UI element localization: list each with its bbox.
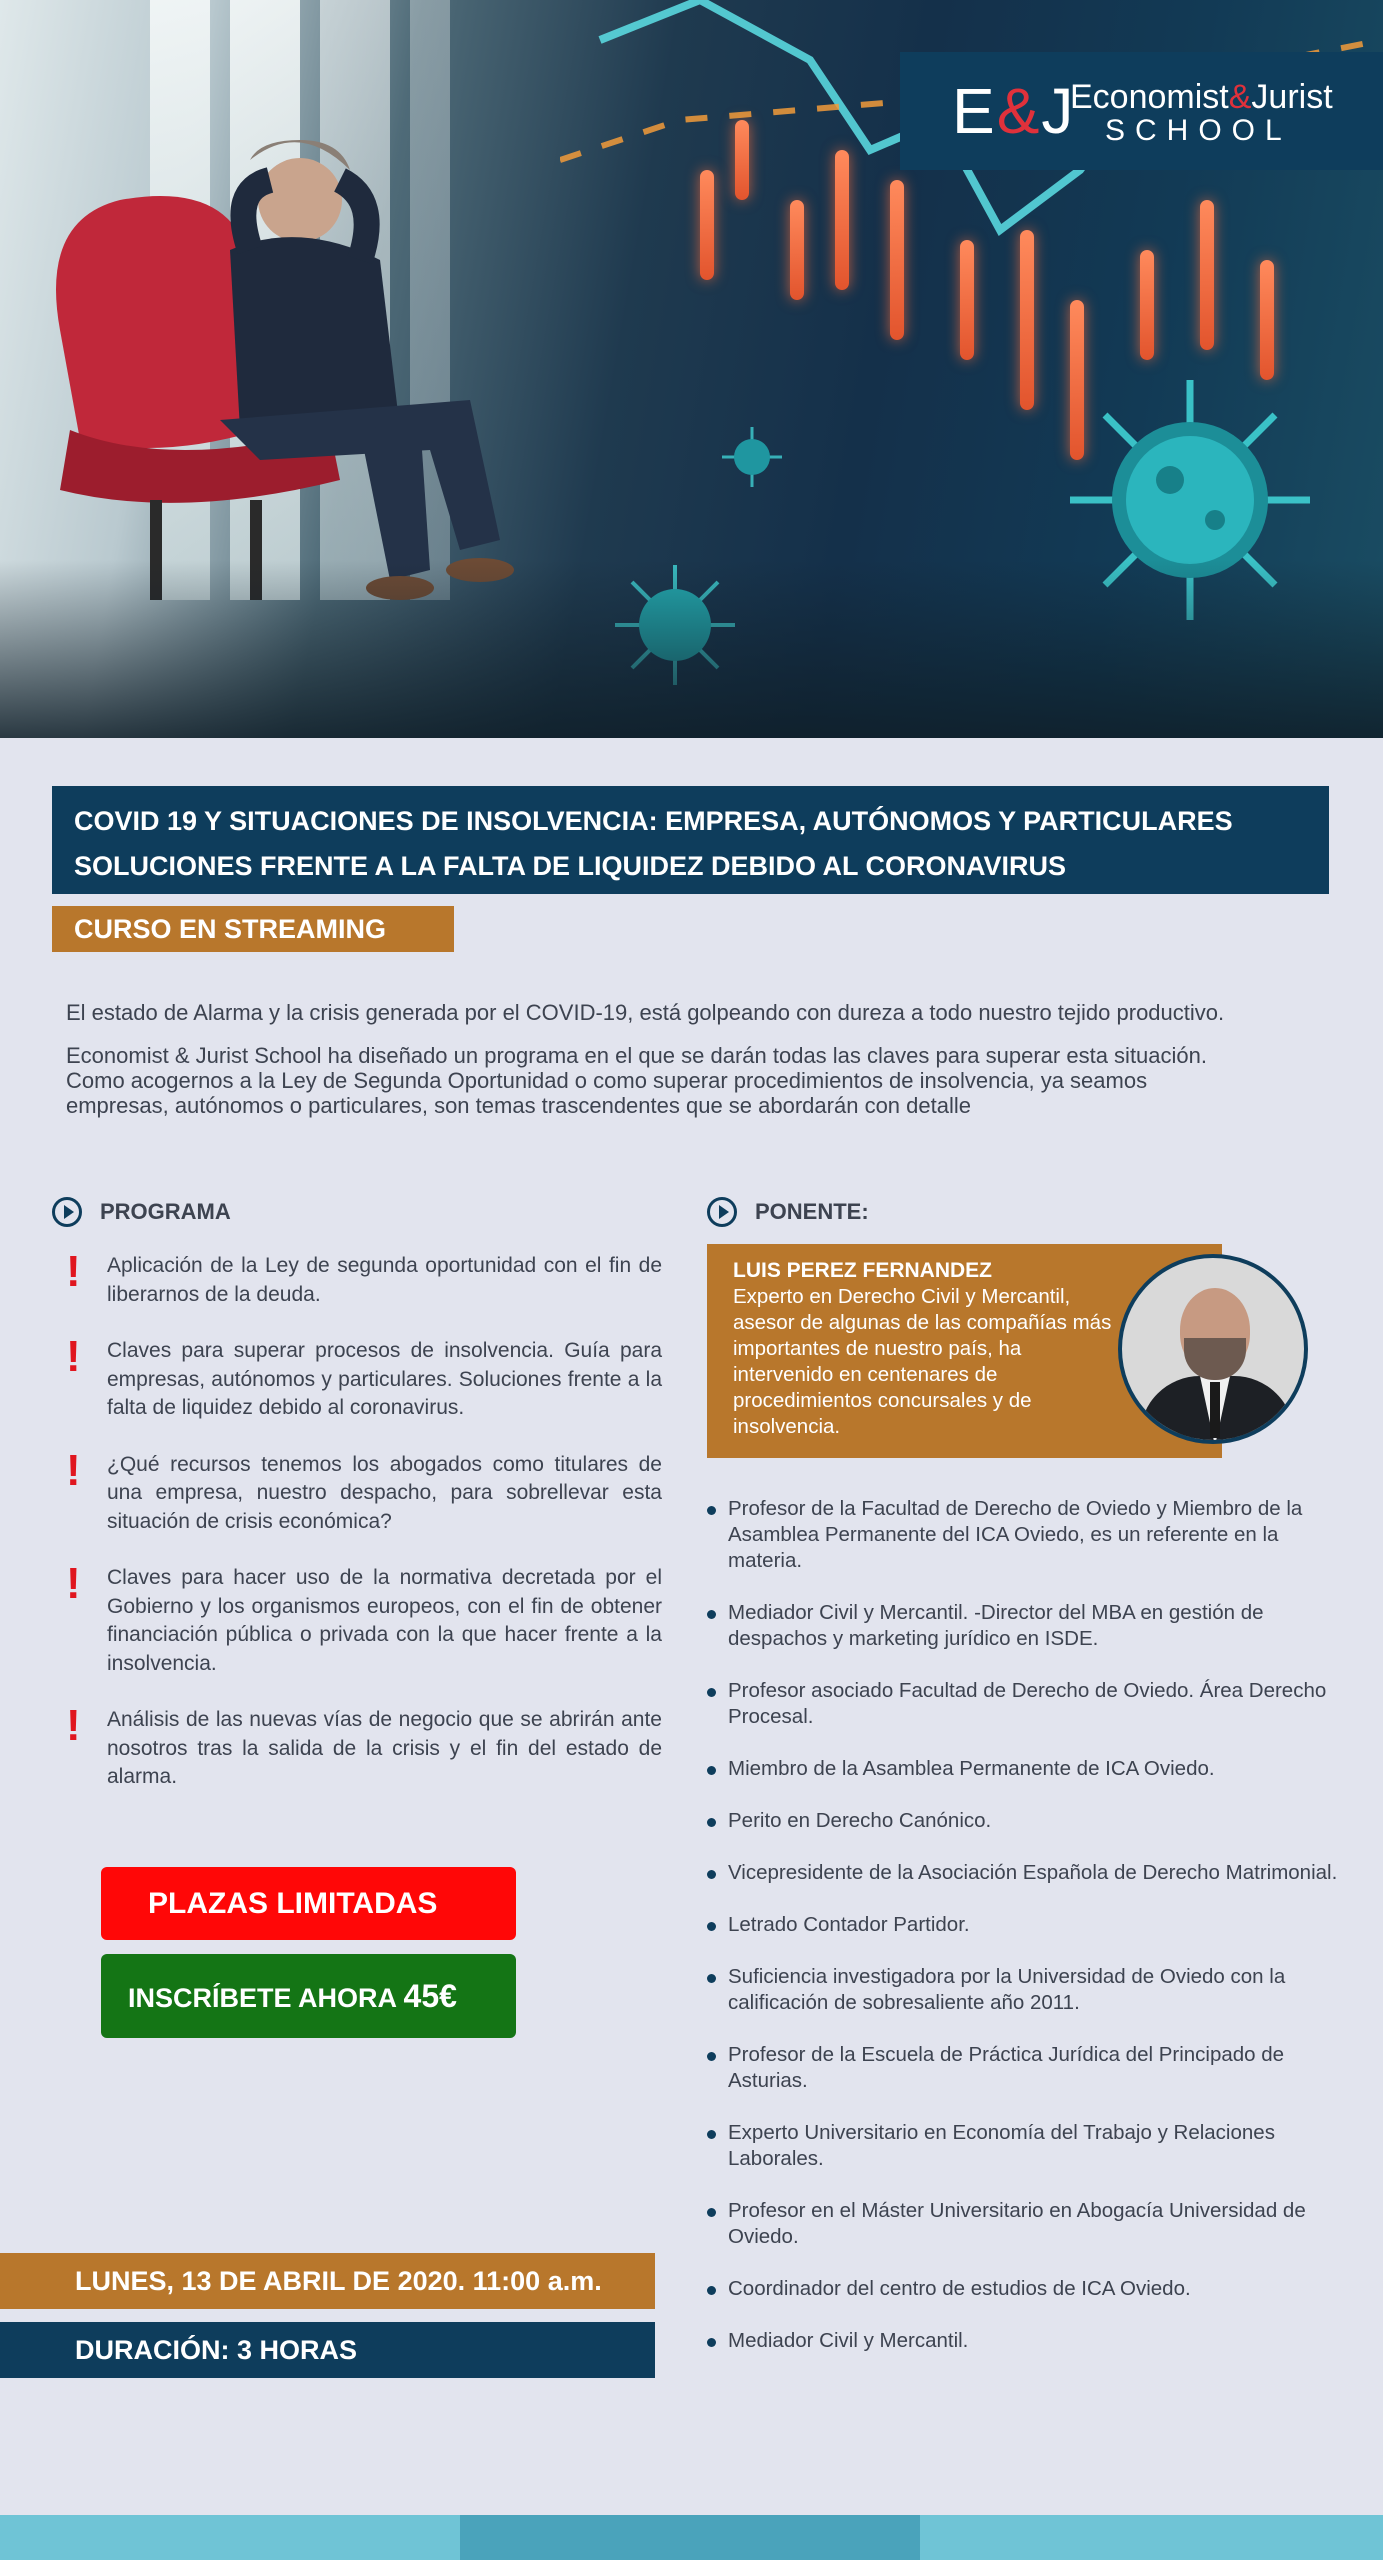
floor-reflection [0, 560, 1383, 738]
logo-name [1070, 78, 1333, 117]
logo-initials [952, 74, 1075, 148]
list-item-text: Análisis de las nuevas vías de negocio que se abrirán ante nosotros tras la salida de la crisis y el fin del estado de alarma. [107, 1708, 662, 1788]
logo-school: SCHOOL [1105, 114, 1292, 147]
logo-initial-j: J [1041, 75, 1076, 147]
list-item [52, 1445, 662, 1537]
exclamation-icon: ! [66, 1332, 81, 1381]
streaming-badge: CURSO EN STREAMING [52, 906, 454, 952]
list-item: Experto Universitario en Economía del Trabajo y Relaciones Laborales. [707, 2120, 1347, 2172]
list-item: Mediador Civil y Mercantil. [707, 2328, 1347, 2354]
arrow-circle-icon [52, 1197, 82, 1227]
list-item: Profesor de la Facultad de Derecho de Oviedo y Miembro de la Asamblea Permanente del ICA Oviedo, es un referente en la materia. [707, 1496, 1347, 1574]
speaker-description: Experto en Derecho Civil y Mercantil, asesor de algunas de las compañías más importantes de nuestro país, ha intervenido en centenares de procedimientos concursales y de insolvencia. [733, 1285, 1112, 1438]
intro-text [66, 1000, 1336, 1118]
list-item-text: Claves para superar procesos de insolvencia. Guía para empresas, autónomos y particulares. Soluciones frente a la falta de liquidez debido al coronavirus. [107, 1339, 662, 1419]
logo-name-part2: Jurist [1251, 78, 1333, 116]
footer-stripe [0, 2515, 460, 2560]
programa-list [52, 1247, 662, 1820]
course-title-line1: COVID 19 Y SITUACIONES DE INSOLVENCIA: EMPRESA, AUTÓNOMOS Y PARTICULARES [74, 806, 1233, 836]
programa-heading-label: PROGRAMA [100, 1199, 231, 1224]
logo-initial-e: E [952, 75, 997, 147]
list-item: Profesor de la Escuela de Práctica Jurídica del Principado de Asturias. [707, 2042, 1347, 2094]
list-item [52, 1332, 662, 1423]
logo-name-amp: & [1228, 78, 1252, 116]
list-item-text: ¿Qué recursos tenemos los abogados como titulares de una empresa, nuestro despacho, para sobrellevar esta situación de crisis económica? [107, 1452, 662, 1533]
list-item-text: Aplicación de la Ley de segunda oportunidad con el fin de liberarnos de la deuda. [107, 1254, 662, 1306]
avatar [1118, 1254, 1308, 1444]
event-date: LUNES, 13 DE ABRIL DE 2020. 11:00 a.m. [0, 2253, 655, 2309]
price-label: 45€ [403, 1978, 457, 2014]
exclamation-icon: ! [66, 1247, 81, 1296]
logo-initial-amp: & [996, 75, 1042, 147]
course-title-line2: SOLUCIONES FRENTE A LA FALTA DE LIQUIDEZ DEBIDO AL CORONAVIRUS [74, 851, 1067, 881]
inscribete-button[interactable] [101, 1954, 516, 2038]
programa-heading [52, 1196, 231, 1228]
hero-banner [0, 0, 1383, 738]
intro-paragraph: El estado de Alarma y la crisis generada por el COVID-19, está golpeando con dureza a todo nuestro tejido productivo. [66, 1000, 1225, 1025]
course-title [52, 786, 1329, 894]
list-item [52, 1701, 662, 1792]
logo [900, 52, 1383, 170]
ponente-heading-label: PONENTE: [755, 1199, 869, 1224]
list-item: Miembro de la Asamblea Permanente de ICA Oviedo. [707, 1756, 1347, 1782]
logo-name-part1: Economist [1070, 78, 1229, 116]
intro-line: Como acogernos a la Ley de Segunda Oportunidad o como superar procedimientos de insolvencia, ya seamos [66, 1068, 1148, 1093]
footer-stripe [920, 2515, 1383, 2560]
intro-line: Economist & Jurist School ha diseñado un programa en el que se darán todas las claves para superar esta situación. [66, 1043, 1207, 1068]
list-item: Profesor en el Máster Universitario en Abogacía Universidad de Oviedo. [707, 2198, 1347, 2250]
arrow-circle-icon [707, 1197, 737, 1227]
list-item: Letrado Contador Partidor. [707, 1912, 1347, 1938]
list-item: Coordinador del centro de estudios de ICA Oviedo. [707, 2276, 1347, 2302]
list-item: Profesor asociado Facultad de Derecho de Oviedo. Área Derecho Procesal. [707, 1678, 1347, 1730]
speaker-name: LUIS PEREZ FERNANDEZ [733, 1259, 993, 1282]
intro-line: empresas, autónomos o particulares, son temas trascendentes que se abordarán con detalle [66, 1093, 971, 1118]
exclamation-icon: ! [66, 1701, 81, 1750]
list-item [52, 1247, 662, 1309]
intro-paragraph [66, 1043, 1336, 1118]
list-item: Mediador Civil y Mercantil. -Director del MBA en gestión de despachos y marketing jurídico en ISDE. [707, 1600, 1347, 1652]
list-item: Suficiencia investigadora por la Universidad de Oviedo con la calificación de sobresaliente año 2011. [707, 1964, 1347, 2016]
exclamation-icon: ! [66, 1445, 81, 1495]
plazas-limitadas-button[interactable]: PLAZAS LIMITADAS [101, 1867, 516, 1940]
list-item [52, 1559, 662, 1678]
virus-icon [720, 425, 784, 489]
ponente-heading [707, 1196, 869, 1228]
list-item: Vicepresidente de la Asociación Española de Derecho Matrimonial. [707, 1860, 1347, 1886]
list-item-text: Claves para hacer uso de la normativa decretada por el Gobierno y los organismos europeos, con el fin de obtener financiación pública o privada con la que hacer frente a la insolvencia. [107, 1566, 662, 1675]
speaker-cv-list [707, 1496, 1347, 2380]
event-duration: DURACIÓN: 3 HORAS [0, 2322, 655, 2378]
inscribete-label: INSCRÍBETE AHORA [128, 1983, 397, 2013]
list-item: Perito en Derecho Canónico. [707, 1808, 1347, 1834]
exclamation-icon: ! [66, 1559, 81, 1608]
footer-stripe [460, 2515, 920, 2560]
